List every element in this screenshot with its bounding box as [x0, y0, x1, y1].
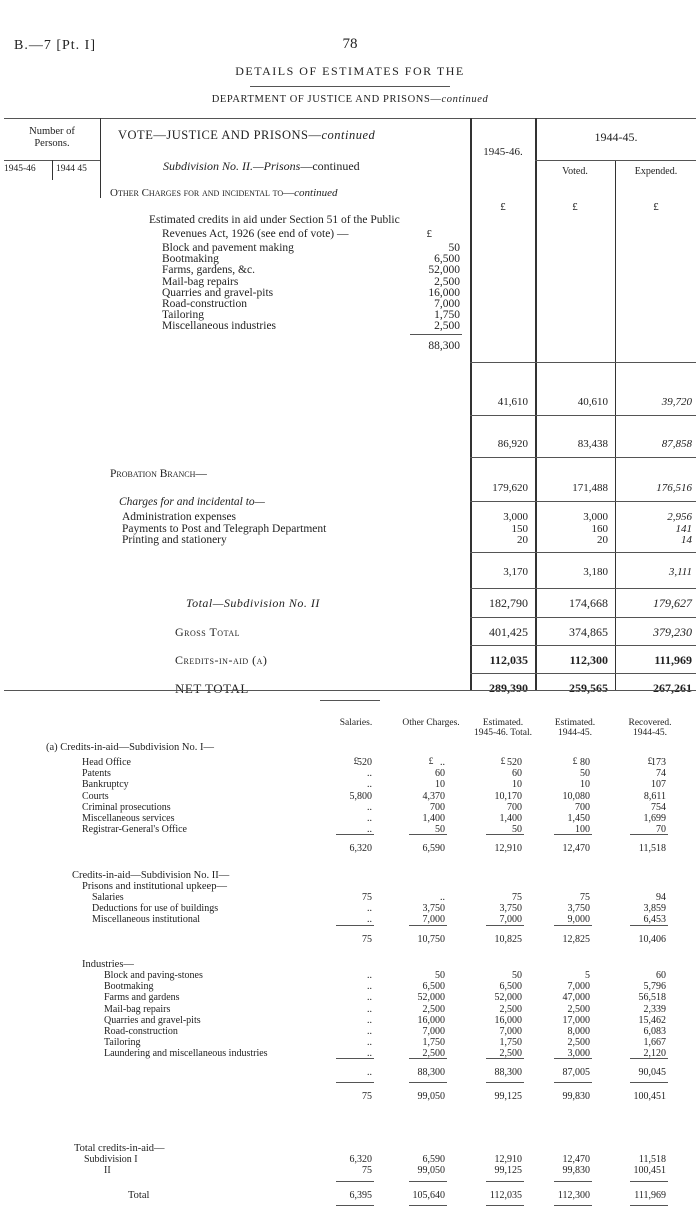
- notes-industries-total-rule: [409, 1058, 447, 1059]
- probation-item-1945: 20: [517, 534, 528, 546]
- probation-branch-heading: Probation Branch—: [110, 468, 207, 480]
- notes-sub2-row-value: ..: [367, 914, 372, 926]
- net-total-label: NET TOTAL: [175, 681, 249, 696]
- total-subdivision-1945: 182,790: [489, 596, 528, 610]
- notes-sub1-row-value: ..: [367, 801, 372, 813]
- notes-sub1-row-label: Courts: [82, 790, 109, 802]
- notes-sub1-row-value: ..: [367, 813, 372, 824]
- notes-sub2-title: Credits-in-aid—Subdivision No. II—: [72, 870, 230, 881]
- notes-industries-row-value: 2,500: [567, 1003, 590, 1015]
- notes-col-header: Recovered. 1944-45.: [628, 718, 672, 738]
- notes-industries-row-value: 56,518: [638, 992, 666, 1004]
- subdivision-continued: —continued: [300, 159, 360, 173]
- gross-total-expended: 379,230: [653, 625, 692, 639]
- department-continued: continued: [441, 94, 489, 105]
- notes-sub2-row-value: 3,750: [499, 903, 522, 915]
- credits-item-label: Mail-bag repairs: [162, 275, 239, 288]
- notes-sub1-row-value: 173: [651, 757, 666, 768]
- notes-industries-row-value: 2,500: [499, 1003, 522, 1015]
- notes-sub1-row-value: 700: [430, 801, 445, 813]
- sums-rule-top: [470, 362, 696, 363]
- sum-1945: 179,620: [492, 482, 528, 494]
- notes-sub1-row-value: 10,080: [562, 790, 590, 802]
- notes-industries-row-value: 16,000: [417, 1014, 445, 1026]
- notes-total-double-rule: [630, 1205, 668, 1206]
- net-total-rule: [470, 673, 696, 674]
- notes-sub1-row-value: 50: [435, 824, 445, 836]
- notes-industries-row-value: 7,000: [567, 981, 590, 993]
- notes-industries-row-value: 3,000: [567, 1048, 590, 1060]
- notes-sub1-row-value: 1,400: [499, 813, 522, 824]
- notes-col-pound: £: [353, 757, 359, 767]
- notes-sub2-grand-rule: [336, 1082, 374, 1083]
- notes-sub1-row-value: 520: [357, 757, 372, 768]
- notes-sub2-row-value: 3,750: [422, 903, 445, 915]
- pound-sign-1945: £: [500, 201, 506, 213]
- notes-industries-row-value: 6,500: [499, 981, 522, 993]
- total-subdivision-rule: [470, 588, 696, 589]
- notes-industries-title: Industries—: [82, 959, 134, 970]
- notes-sub2-total-rule: [630, 925, 668, 926]
- notes-sub2-row-label: Salaries: [92, 892, 124, 903]
- notes-industries-row-value: 2,120: [643, 1048, 666, 1060]
- year-1944-45: 1944 45: [56, 164, 87, 174]
- probation-rule: [470, 552, 696, 553]
- notes-sub1-row-value: 4,370: [422, 790, 445, 802]
- col-divider-persons: [100, 118, 101, 198]
- notes-sub2-row-value: 3,750: [567, 903, 590, 915]
- notes-sub1-total-value: 6,590: [422, 843, 445, 854]
- notes-total-double-rule: [409, 1205, 447, 1206]
- notes-total-row-value: 99,125: [494, 1165, 522, 1176]
- notes-sub1-row-value: 10: [435, 779, 445, 791]
- notes-sub1-row-label: Patents: [82, 768, 111, 780]
- credits-item-value: 6,500: [434, 253, 460, 266]
- notes-sub2-total-rule: [409, 925, 447, 926]
- vote-title: [118, 128, 375, 143]
- notes-sub1-row-label: Registrar-General's Office: [82, 824, 187, 836]
- notes-sub2-grand-value: 75: [362, 1091, 372, 1102]
- notes-sub1-row-value: 70: [656, 824, 666, 836]
- notes-industries-total-rule: [630, 1058, 668, 1059]
- sum-expended: 39,720: [661, 396, 692, 408]
- notes-col-pound: £: [500, 757, 506, 767]
- probation-item-expended: 14: [681, 534, 692, 546]
- credits-in-aid-rule: [470, 645, 696, 646]
- notes-industries-row-value: 1,750: [499, 1037, 522, 1049]
- probation-item-label: Payments to Post and Telegraph Department: [122, 522, 327, 535]
- notes-total-rule: [630, 1181, 668, 1182]
- notes-industries-row-label: Tailoring: [104, 1037, 141, 1049]
- probation-total-voted: 3,180: [583, 566, 608, 578]
- sum-1945: 41,610: [497, 396, 528, 408]
- notes-sub1-row-value: 60: [512, 768, 522, 780]
- vote-name: VOTE—JUSTICE AND PRISONS—: [118, 128, 322, 142]
- notes-industries-total-rule: [336, 1058, 374, 1059]
- notes-industries-row-value: 1,750: [422, 1037, 445, 1049]
- notes-sub2-row-value: 9,000: [567, 914, 590, 926]
- notes-industries-row-value: ..: [367, 1026, 372, 1037]
- notes-industries-total-value: 90,045: [638, 1067, 666, 1078]
- notes-industries-row-value: ..: [367, 992, 372, 1004]
- sum-expended: 87,858: [661, 438, 692, 450]
- notes-industries-row-value: ..: [367, 1003, 372, 1015]
- notes-total-rule: [554, 1181, 592, 1182]
- notes-total-row-value: 99,830: [562, 1165, 590, 1176]
- notes-industries-row-label: Laundering and miscellaneous industries: [104, 1048, 268, 1060]
- header-rule: [4, 118, 696, 119]
- credits-item-label: Quarries and gravel-pits: [162, 286, 274, 299]
- notes-industries-total-rule: [486, 1058, 524, 1059]
- notes-sub1-row-value: 50: [512, 824, 522, 836]
- notes-sub1-total-rule: [486, 834, 524, 835]
- probation-item-label: Administration expenses: [122, 511, 237, 523]
- notes-sub1-row-label: Head Office: [82, 757, 131, 768]
- notes-sub1-row-value: 1,450: [567, 813, 590, 824]
- table-bottom-rule: [4, 690, 696, 691]
- total-subdivision-label: Total—Subdivision No. II: [186, 596, 320, 610]
- col-header-1945-46: 1945-46.: [483, 146, 523, 158]
- subdivision-name: Subdivision No. II.—Prisons: [163, 159, 301, 173]
- notes-sub2-row-value: 75: [580, 892, 590, 903]
- notes-sub1-row-label: Bankruptcy: [82, 779, 129, 791]
- notes-sub1-title: (a) Credits-in-aid—Subdivision No. I—: [46, 742, 214, 753]
- notes-industries-row-value: 7,000: [499, 1026, 522, 1037]
- gross-total-voted: 374,865: [569, 625, 608, 639]
- credits-sum-rule: [410, 334, 462, 335]
- notes-industries-row-value: 47,000: [562, 992, 590, 1004]
- notes-sub2-subtitle: Prisons and institutional upkeep—: [82, 881, 227, 892]
- notes-total-label: Total: [128, 1190, 150, 1201]
- notes-industries-row-value: 16,000: [494, 1014, 522, 1026]
- credits-item-value: 16,000: [428, 286, 460, 299]
- notes-sub1-total-rule: [554, 834, 592, 835]
- notes-industries-row-value: 5: [585, 970, 590, 981]
- net-total-1945: 289,390: [489, 681, 528, 695]
- notes-industries-row-value: 17,000: [562, 1014, 590, 1026]
- col-header-1944-45: 1944-45.: [594, 130, 638, 144]
- sum-voted: 171,488: [572, 482, 608, 494]
- probation-item-voted: 3,000: [583, 511, 608, 523]
- notes-industries-row-value: ..: [367, 1048, 372, 1060]
- notes-sub2-row-value: 75: [512, 892, 522, 903]
- total-subdivision-expended: 179,627: [653, 596, 692, 610]
- notes-sub2-row-value: 3,859: [643, 903, 666, 915]
- notes-industries-row-value: 2,500: [567, 1037, 590, 1049]
- credits-total: 88,300: [428, 340, 460, 352]
- gross-total-label: Gross Total: [175, 625, 240, 639]
- notes-sub2-row-value: 75: [362, 892, 372, 903]
- notes-sub1-total-value: 12,470: [562, 843, 590, 854]
- notes-industries-total-value: 88,300: [494, 1067, 522, 1078]
- charges-for-heading: Charges for and incidental to—: [119, 496, 265, 508]
- notes-total-title: Total credits-in-aid—: [74, 1143, 165, 1154]
- credits-in-aid-expended: 111,969: [654, 653, 692, 667]
- notes-sub1-row-value: 74: [656, 768, 666, 780]
- notes-sub2-total-value: 10,406: [638, 934, 666, 945]
- notes-sub1-row-value: ..: [367, 779, 372, 791]
- notes-sub2-row-value: 7,000: [422, 914, 445, 926]
- notes-total-row-value: 6,320: [349, 1154, 372, 1165]
- notes-total-value: 112,300: [557, 1190, 590, 1201]
- notes-sub2-total-value: 10,750: [417, 934, 445, 945]
- notes-sub1-total-rule: [409, 834, 447, 835]
- notes-sub2-total-rule: [336, 925, 374, 926]
- credits-item-value: 1,750: [434, 309, 460, 322]
- notes-separator: [320, 700, 380, 701]
- notes-industries-row-label: Mail-bag repairs: [104, 1003, 171, 1015]
- page-reference: B.—7 [Pt. I]: [14, 38, 96, 53]
- notes-col-pound: £: [572, 757, 578, 767]
- notes-sub1-row-value: ..: [440, 757, 445, 768]
- credits-intro-2: Revenues Act, 1926 (see end of vote) —: [162, 228, 349, 240]
- notes-sub1-row-value: 700: [575, 801, 590, 813]
- notes-sub2-total-rule: [486, 925, 524, 926]
- notes-sub1-row-value: 8,611: [643, 790, 666, 802]
- notes-industries-row-label: Farms and gardens: [104, 992, 180, 1004]
- notes-col-header: Salaries.: [339, 718, 373, 728]
- sum-voted: 83,438: [577, 438, 608, 450]
- notes-sub1-row-value: 10: [512, 779, 522, 791]
- notes-sub2-grand-value: 99,125: [494, 1091, 522, 1102]
- credits-item-label: Block and pavement making: [162, 242, 294, 254]
- notes-col-header: Other Charges.: [402, 718, 460, 728]
- notes-total-row-value: 12,470: [562, 1154, 590, 1165]
- credits-in-aid-1945: 112,035: [489, 653, 528, 667]
- notes-sub1-row-value: 5,800: [349, 790, 372, 802]
- notes-total-row-value: 75: [362, 1165, 372, 1176]
- voted-rule: [535, 160, 696, 161]
- credits-item-label: Miscellaneous industries: [162, 320, 277, 333]
- other-charges-continued: continued: [294, 187, 338, 199]
- notes-sub1-row-value: 754: [651, 801, 666, 813]
- total-subdivision-voted: 174,668: [569, 596, 608, 610]
- notes-industries-total-rule: [554, 1058, 592, 1059]
- credits-item-label: Tailoring: [162, 309, 204, 322]
- notes-industries-row-value: ..: [367, 1014, 372, 1026]
- notes-industries-row-value: 1,667: [643, 1037, 666, 1049]
- notes-industries-row-label: Road-construction: [104, 1026, 178, 1037]
- persons-year-divider: [52, 160, 53, 180]
- credits-item-label: Farms, gardens, &c.: [162, 264, 255, 277]
- department-title: [0, 94, 700, 105]
- sum-rule: [470, 457, 696, 458]
- other-charges-heading: [110, 187, 338, 199]
- notes-total-double-rule: [486, 1205, 524, 1206]
- probation-total-1945: 3,170: [503, 566, 528, 578]
- notes-total-rule: [336, 1181, 374, 1182]
- sum-voted: 40,610: [577, 396, 608, 408]
- notes-col-header: Estimated. 1944-45.: [554, 718, 596, 738]
- notes-sub2-grand-rule: [554, 1082, 592, 1083]
- notes-total-double-rule: [336, 1205, 374, 1206]
- notes-total-value: 111,969: [634, 1190, 666, 1201]
- gross-total-rule: [470, 617, 696, 618]
- net-total-expended: 267,261: [653, 681, 692, 695]
- credits-in-aid-voted: 112,300: [569, 653, 608, 667]
- net-total-voted: 259,565: [569, 681, 608, 695]
- notes-sub1-row-value: 1,400: [422, 813, 445, 824]
- pound-sign-voted: £: [572, 201, 578, 213]
- notes-industries-row-value: 8,000: [567, 1026, 590, 1037]
- credits-item-label: Bootmaking: [162, 253, 219, 266]
- notes-sub2-row-label: Miscellaneous institutional: [92, 914, 201, 926]
- notes-industries-row-value: 60: [656, 970, 666, 981]
- notes-sub2-grand-rule: [409, 1082, 447, 1083]
- notes-industries-row-value: 5,796: [643, 981, 666, 993]
- notes-sub1-row-value: 1,699: [643, 813, 666, 824]
- notes-total-value: 112,035: [489, 1190, 522, 1201]
- notes-total-value: 105,640: [412, 1190, 445, 1201]
- credits-item-value: 2,500: [434, 320, 460, 333]
- notes-industries-row-label: Quarries and gravel-pits: [104, 1014, 201, 1026]
- credits-item-label: Road-construction: [162, 298, 247, 310]
- notes-industries-row-value: 2,500: [422, 1048, 445, 1060]
- notes-sub1-row-value: 107: [651, 779, 666, 791]
- notes-industries-row-value: 52,000: [417, 992, 445, 1004]
- notes-industries-row-value: 15,462: [638, 1014, 666, 1026]
- notes-industries-row-value: 6,500: [422, 981, 445, 993]
- sum-rule: [470, 415, 696, 416]
- notes-sub2-grand-value: 99,050: [417, 1091, 445, 1102]
- notes-col-pound: £: [428, 757, 434, 767]
- notes-industries-total-value: 87,005: [562, 1067, 590, 1078]
- notes-industries-row-value: 6,083: [643, 1026, 666, 1037]
- notes-total-row-value: 6,590: [422, 1154, 445, 1165]
- notes-industries-total-value: 88,300: [417, 1067, 445, 1078]
- credits-item-value: 50: [448, 242, 460, 254]
- notes-sub1-row-value: ..: [367, 768, 372, 780]
- notes-industries-row-value: ..: [367, 1037, 372, 1049]
- notes-industries-row-value: 2,500: [499, 1048, 522, 1060]
- probation-item-label: Printing and stationery: [122, 534, 227, 546]
- notes-sub2-total-value: 12,825: [562, 934, 590, 945]
- notes-total-rule: [486, 1181, 524, 1182]
- notes-industries-row-value: 50: [435, 970, 445, 981]
- notes-sub1-row-value: 80: [580, 757, 590, 768]
- notes-total-row-value: 100,451: [633, 1165, 666, 1176]
- notes-sub2-grand-value: 99,830: [562, 1091, 590, 1102]
- notes-sub1-total-value: 12,910: [494, 843, 522, 854]
- notes-sub2-row-value: ..: [440, 892, 445, 903]
- notes-total-row-value: 12,910: [494, 1154, 522, 1165]
- notes-industries-row-label: Bootmaking: [104, 981, 154, 993]
- notes-industries-row-value: 2,500: [422, 1003, 445, 1015]
- notes-sub2-row-value: 7,000: [499, 914, 522, 926]
- credits-item-value: 52,000: [428, 264, 460, 277]
- notes-col-pound: £: [647, 757, 653, 767]
- notes-industries-row-value: ..: [367, 981, 372, 993]
- probation-item-expended: 2,956: [667, 511, 692, 523]
- notes-sub1-total-rule: [630, 834, 668, 835]
- credits-in-aid-label: Credits-in-aid (a): [175, 653, 268, 667]
- col-header-expended: Expended.: [634, 166, 678, 177]
- title-rule: [250, 86, 450, 87]
- notes-sub1-total-value: 11,518: [638, 843, 666, 854]
- notes-sub1-total-value: 6,320: [349, 843, 372, 854]
- probation-item-1945: 3,000: [503, 511, 528, 523]
- notes-industries-row-value: 7,000: [422, 1026, 445, 1037]
- notes-total-row-value: 99,050: [417, 1165, 445, 1176]
- notes-total-value: 6,395: [349, 1190, 372, 1201]
- notes-industries-row-value: 50: [512, 970, 522, 981]
- vote-continued: continued: [321, 128, 376, 142]
- notes-sub2-total-value: 10,825: [494, 934, 522, 945]
- notes-industries-row-value: 52,000: [494, 992, 522, 1004]
- notes-industries-total-value: ..: [367, 1067, 372, 1078]
- col-header-voted: Voted.: [562, 166, 588, 177]
- notes-industries-row-label: Block and paving-stones: [104, 970, 203, 981]
- pound-sign-expended: £: [653, 201, 659, 213]
- pound-sign-inline: £: [426, 228, 432, 240]
- notes-sub1-row-value: 60: [435, 768, 445, 780]
- notes-sub1-row-value: ..: [367, 824, 372, 836]
- notes-sub2-grand-rule: [630, 1082, 668, 1083]
- department-name: DEPARTMENT OF JUSTICE AND PRISONS—: [211, 94, 442, 105]
- number-of-persons: Number of Persons.: [29, 126, 75, 149]
- gross-total-1945: 401,425: [489, 625, 528, 639]
- notes-sub2-total-rule: [554, 925, 592, 926]
- notes-sub1-row-label: Miscellaneous services: [82, 813, 175, 824]
- notes-sub1-total-rule: [336, 834, 374, 835]
- notes-col-header: Estimated. 1945-46. Total.: [473, 718, 532, 738]
- page-number: 78: [342, 36, 358, 52]
- notes-sub1-row-value: 100: [575, 824, 590, 836]
- notes-industries-row-value: 2,339: [643, 1003, 666, 1015]
- notes-total-row-label: Subdivision I: [84, 1154, 138, 1165]
- sum-1945: 86,920: [497, 438, 528, 450]
- sum-rule: [470, 501, 696, 502]
- document-title: DETAILS OF ESTIMATES FOR THE: [235, 64, 465, 78]
- credits-item-value: 2,500: [434, 275, 460, 288]
- notes-sub2-grand-rule: [486, 1082, 524, 1083]
- credits-item-value: 7,000: [434, 298, 460, 310]
- notes-total-row-value: 11,518: [638, 1154, 666, 1165]
- probation-item-expended: 141: [675, 522, 692, 535]
- notes-sub2-row-label: Deductions for use of buildings: [92, 903, 219, 915]
- other-charges-label: Other Charges for and incidental to—: [110, 187, 295, 199]
- credits-intro: Estimated credits in aid under Section 51 of the Public: [149, 214, 400, 226]
- notes-industries-row-value: ..: [367, 970, 372, 981]
- notes-sub2-row-value: 6,453: [643, 914, 666, 926]
- probation-item-1945: 150: [511, 522, 528, 535]
- notes-sub1-row-value: 10: [580, 779, 590, 791]
- notes-sub2-grand-value: 100,451: [633, 1091, 666, 1102]
- notes-sub1-row-value: 10,170: [494, 790, 522, 802]
- subdivision-title: [163, 159, 360, 174]
- probation-item-voted: 20: [597, 534, 608, 546]
- sum-expended: 176,516: [656, 482, 692, 494]
- notes-total-rule: [409, 1181, 447, 1182]
- year-1945-46: 1945-46: [4, 164, 36, 174]
- col-divider-voted: [615, 160, 616, 690]
- probation-item-voted: 160: [591, 522, 608, 535]
- notes-total-double-rule: [554, 1205, 592, 1206]
- notes-sub1-row-value: 50: [580, 768, 590, 780]
- notes-sub1-row-label: Criminal prosecutions: [82, 801, 171, 813]
- notes-sub2-total-value: 75: [362, 934, 372, 945]
- notes-sub1-row-value: 700: [507, 801, 522, 813]
- notes-sub2-row-value: ..: [367, 903, 372, 915]
- notes-sub2-row-value: 94: [656, 892, 666, 903]
- notes-sub1-row-value: 520: [507, 757, 522, 768]
- probation-total-expended: 3,111: [668, 566, 692, 578]
- notes-total-row-label: II: [104, 1165, 111, 1176]
